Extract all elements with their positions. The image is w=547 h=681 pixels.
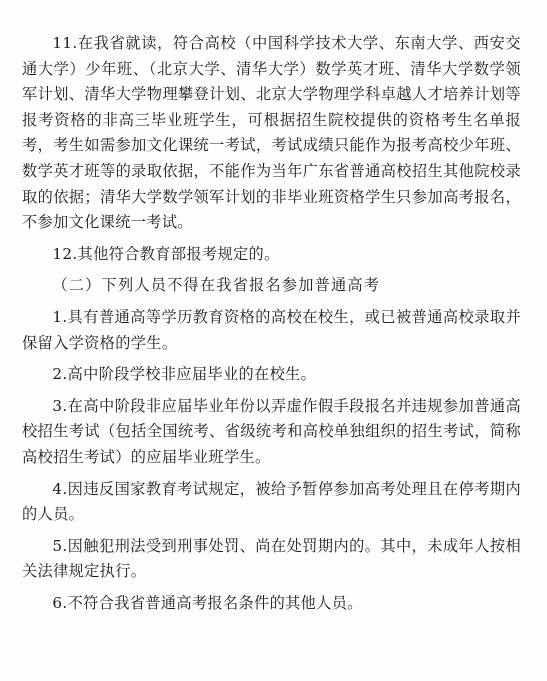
- paragraph-item-11: 11.在我省就读，符合高校（中国科学技术大学、东南大学、西安交通大学）少年班、（北京大学、清华大学）数学英才班、清华大学数学领军计划、清华大学物理攀登计划、北京大学物理学科卓越人才培养计划等报考资格的非高三毕业班学生，可根据招生院校提供的资格考生名单报考，考生如需参加文化课统一考试，考试成绩只能作为报考高校少年班、数学英才班等的录取依据，不能作为当年广东省普通高校招生其他院校录取的依据；清华大学数学领军计划的非毕业班资格学生只参加高考报名，不参加文化课统一考试。: [22, 34, 521, 232]
- paragraph-section-item-6: 6.不符合我省普通高考报名条件的其他人员。: [52, 593, 363, 612]
- section-heading: （二）下列人员不得在我省报名参加普通高考: [52, 276, 381, 295]
- paragraph-section-item-2: 2.高中阶段学校非应届毕业的在校生。: [52, 365, 317, 384]
- paragraph-section-item-4: 4.因违反国家教育考试规定，被给予暂停参加高考处理且在停考期内的人员。: [22, 479, 521, 524]
- paragraph-section-item-3: 3.在高中阶段非应届毕业年份以弄虚作假手段报名并违规参加普通高校招生考试（包括全国统考、省级统考和高校单独组织的招生考试，简称高校招生考试）的应届毕业班学生。: [22, 396, 521, 466]
- paragraph-section-item-5: 5.因触犯刑法受到刑事处罚、尚在处罚期内的。其中，未成年人按相关法律规定执行。: [22, 536, 521, 581]
- paragraph-item-12: 12.其他符合教育部报考规定的。: [52, 244, 280, 263]
- paragraph-section-item-1: 1.具有普通高等学历教育资格的高校在校生，或已被普通高校录取并保留入学资格的学生。: [22, 307, 521, 352]
